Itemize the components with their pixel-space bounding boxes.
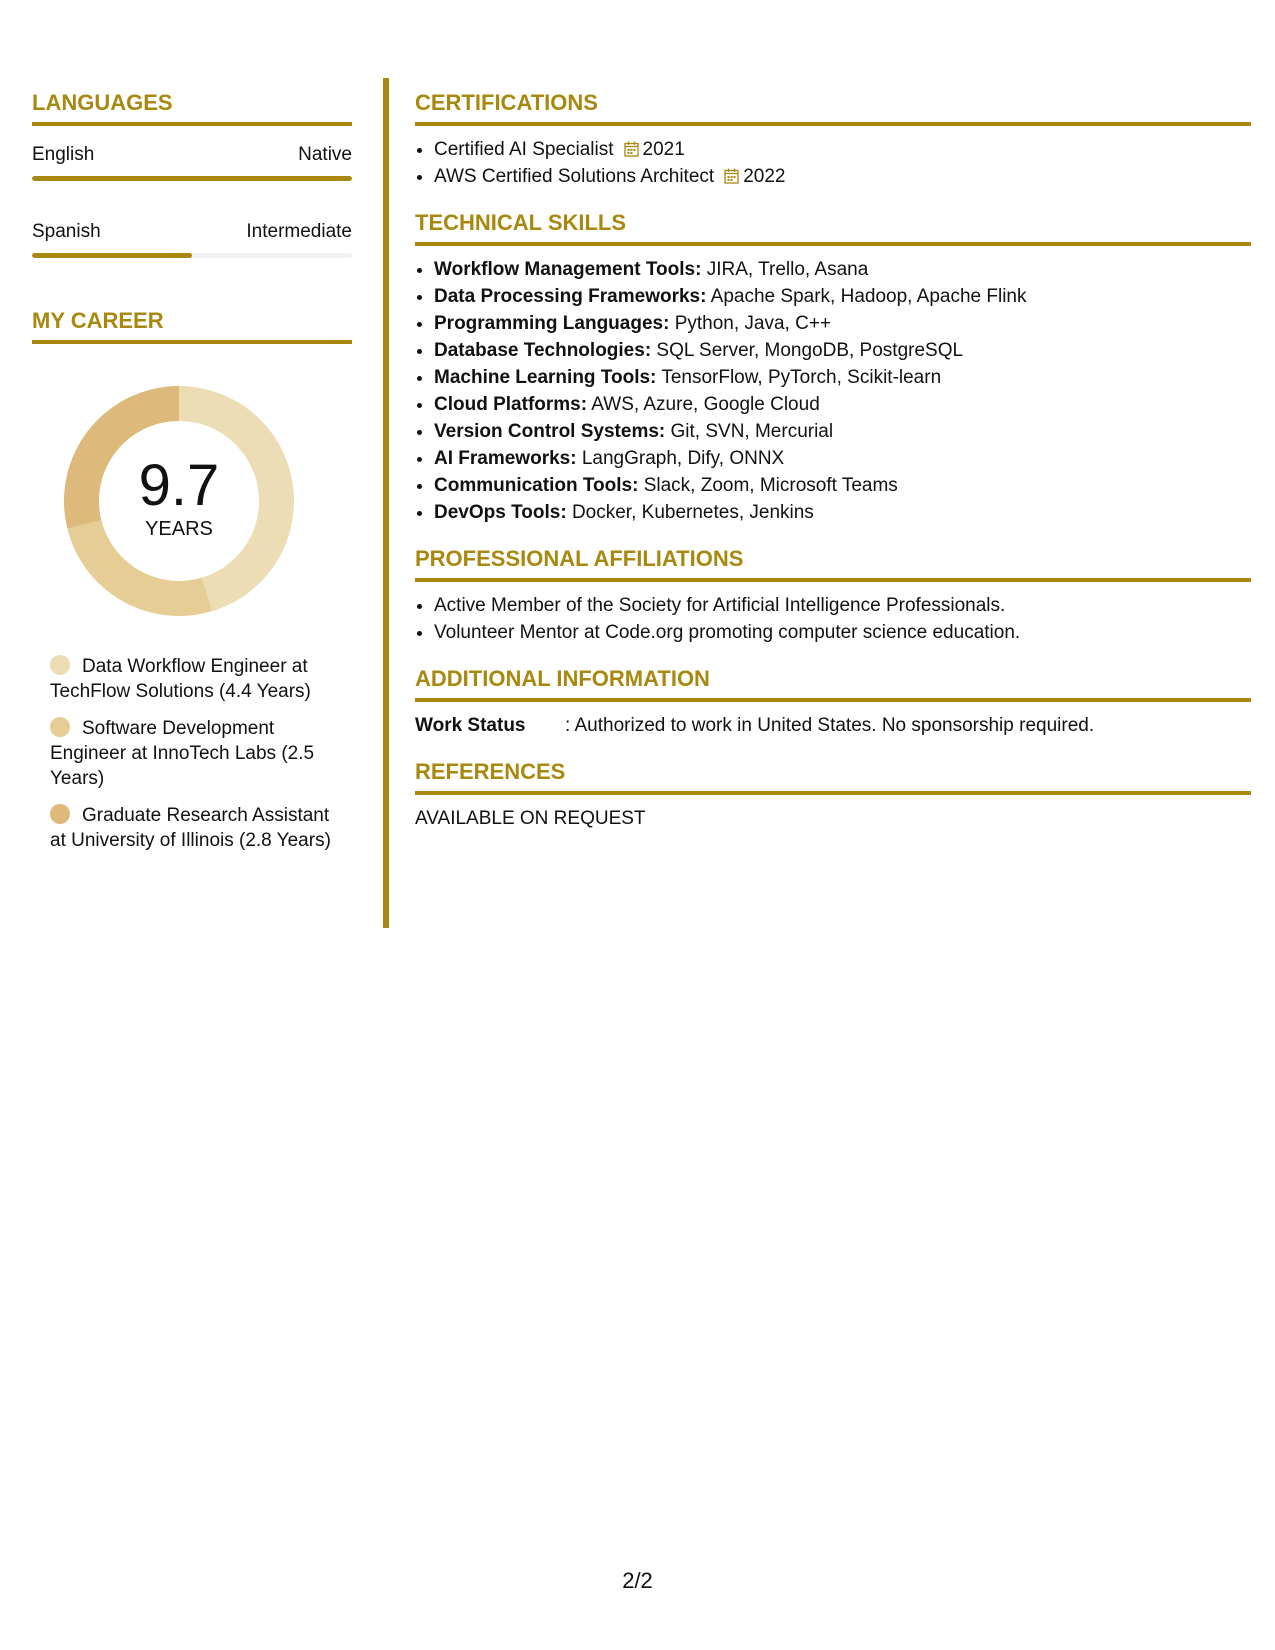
technical-skills-title: TECHNICAL SKILLS <box>415 210 1251 246</box>
technical-skills-list <box>415 256 1251 526</box>
languages-title: LANGUAGES <box>32 90 352 126</box>
skill-category: Communication Tools: <box>434 475 639 496</box>
skill-values: LangGraph, Dify, ONNX <box>576 448 785 469</box>
legend-label: Software Development Engineer at InnoTech Labs (2.5 Years) <box>50 718 315 789</box>
legend-item <box>50 716 350 791</box>
language-proficiency-bar <box>32 176 352 181</box>
language-proficiency-bar <box>32 253 352 258</box>
skill-values: Apache Spark, Hadoop, Apache Flink <box>706 286 1027 307</box>
additional-info-title: ADDITIONAL INFORMATION <box>415 666 1251 702</box>
page-number: 2/2 <box>622 1568 653 1593</box>
legend-item <box>50 803 350 853</box>
skill-category: Workflow Management Tools: <box>434 259 702 280</box>
skill-item <box>434 256 1251 283</box>
skill-category: Programming Languages: <box>434 313 670 334</box>
certification-item <box>434 163 1251 190</box>
skill-values: Git, SVN, Mercurial <box>665 421 834 442</box>
calendar-icon <box>724 168 739 184</box>
affiliations-title: PROFESSIONAL AFFILIATIONS <box>415 546 1251 582</box>
skill-values: SQL Server, MongoDB, PostgreSQL <box>651 340 964 361</box>
skill-item <box>434 472 1251 499</box>
skill-values: AWS, Azure, Google Cloud <box>587 394 820 415</box>
work-status-value: : Authorized to work in United States. No sponsorship required. <box>565 715 1095 736</box>
language-name: Spanish <box>32 221 101 242</box>
career-total-years: 9.7 <box>138 452 220 518</box>
skill-values: Python, Java, C++ <box>669 313 832 334</box>
language-name: English <box>32 144 95 165</box>
legend-item <box>50 654 350 704</box>
language-item <box>32 221 352 258</box>
affiliation-item: • Active Member of the Society for Artificial Intelligence Professionals. <box>434 592 1251 619</box>
certification-item <box>434 136 1251 163</box>
calendar-icon <box>624 141 639 157</box>
references-text: AVAILABLE ON REQUEST <box>415 808 646 829</box>
skill-item <box>434 310 1251 337</box>
donut-center <box>64 386 294 616</box>
skill-item <box>434 337 1251 364</box>
skill-item <box>434 418 1251 445</box>
skill-category: DevOps Tools: <box>434 502 567 523</box>
skill-category: AI Frameworks: <box>434 448 577 469</box>
skill-category: Version Control Systems: <box>434 421 666 442</box>
skill-category: Machine Learning Tools: <box>434 367 657 388</box>
skill-item <box>434 364 1251 391</box>
skill-values: Slack, Zoom, Microsoft Teams <box>638 475 898 496</box>
certification-year: 2021 <box>642 139 685 160</box>
skill-item <box>434 445 1251 472</box>
language-level: Intermediate <box>246 221 352 242</box>
column-divider <box>383 78 389 928</box>
career-legend <box>50 654 350 853</box>
skill-category: Database Technologies: <box>434 340 652 361</box>
skill-category: Cloud Platforms: <box>434 394 588 415</box>
legend-swatch <box>50 804 70 824</box>
certification-year: 2022 <box>743 166 786 187</box>
legend-swatch <box>50 717 70 737</box>
career-title: MY CAREER <box>32 308 352 344</box>
language-item <box>32 144 352 181</box>
right-column <box>415 90 1251 832</box>
language-level: Native <box>298 144 352 165</box>
skill-item <box>434 283 1251 310</box>
affiliations-list <box>415 592 1251 646</box>
skill-values: JIRA, Trello, Asana <box>701 259 869 280</box>
legend-label: Data Workflow Engineer at TechFlow Solutions (4.4 Years) <box>50 656 311 702</box>
left-column <box>32 90 352 865</box>
skill-item <box>434 499 1251 526</box>
skill-category: Data Processing Frameworks: <box>434 286 707 307</box>
skill-values: TensorFlow, PyTorch, Scikit-learn <box>656 367 942 388</box>
certification-name: AWS Certified Solutions Architect <box>434 166 715 187</box>
certifications-title: CERTIFICATIONS <box>415 90 1251 126</box>
references-title: REFERENCES <box>415 759 1251 795</box>
work-status-row <box>415 712 1251 739</box>
legend-swatch <box>50 655 70 675</box>
language-proficiency-fill <box>32 176 352 181</box>
work-status-label: Work Status <box>415 715 526 736</box>
affiliation-item: • Volunteer Mentor at Code.org promoting computer science education. <box>434 619 1251 646</box>
career-donut-chart <box>64 386 294 616</box>
language-proficiency-fill <box>32 253 192 258</box>
legend-label: Graduate Research Assistant at University of Illinois (2.8 Years) <box>50 805 331 851</box>
career-total-unit: YEARS <box>145 517 213 540</box>
certifications-list <box>415 136 1251 190</box>
certification-name: Certified AI Specialist <box>434 139 614 160</box>
skill-item <box>434 391 1251 418</box>
language-list <box>32 144 352 258</box>
skill-values: Docker, Kubernetes, Jenkins <box>566 502 814 523</box>
